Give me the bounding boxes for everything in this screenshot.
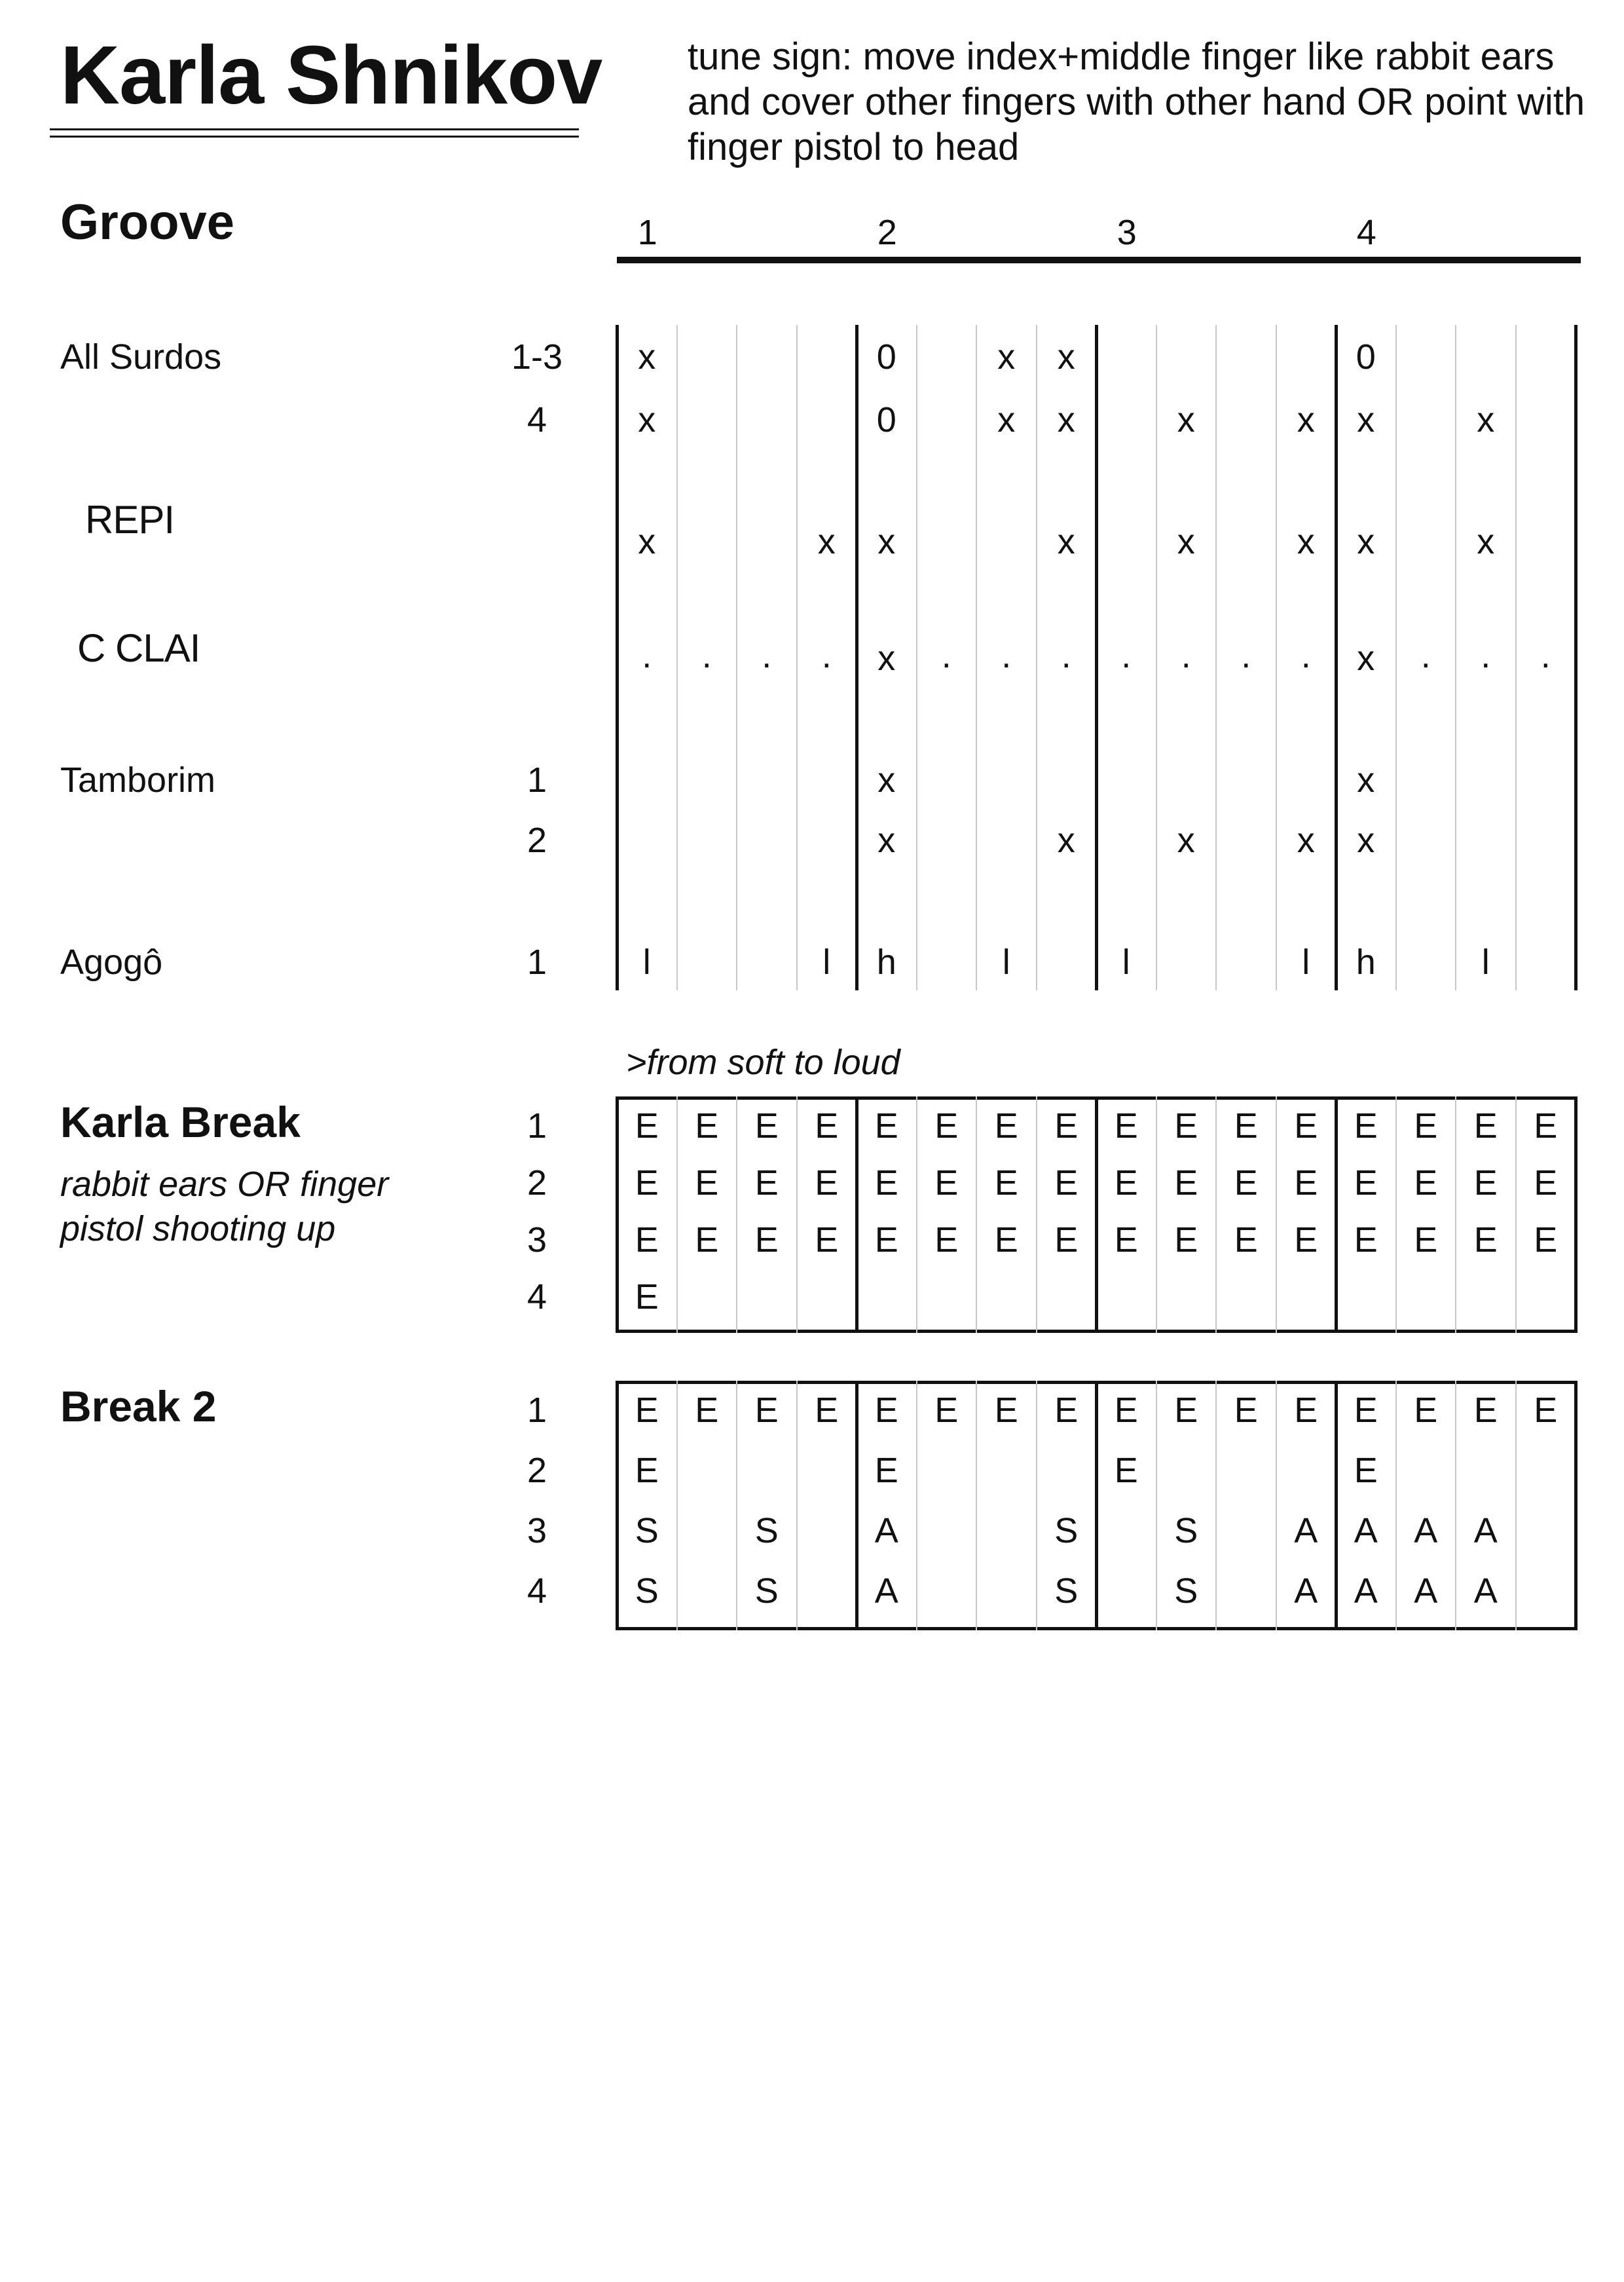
groove-cell: x <box>1297 400 1315 440</box>
break-2-cell: E <box>1414 1391 1438 1430</box>
beat-number: 1 <box>637 213 657 252</box>
break-2-cell: E <box>1234 1391 1258 1430</box>
row-label: 4 <box>526 400 547 440</box>
break-2-row-label: 2 <box>526 1451 547 1490</box>
beat-number: 4 <box>1356 213 1376 252</box>
karla-break-cell: E <box>635 1163 659 1203</box>
karla-break-cell: E <box>1414 1163 1438 1203</box>
break-2-cell: E <box>1114 1451 1138 1490</box>
karla-break-cell: E <box>874 1106 898 1146</box>
break-2-cell: S <box>1174 1511 1198 1550</box>
karla-break-cell: E <box>994 1163 1018 1203</box>
groove-cell: . <box>1121 636 1132 675</box>
groove-cell: x <box>1477 400 1495 440</box>
groove-cell: . <box>642 636 652 675</box>
karla-break-row-label: 3 <box>526 1220 547 1260</box>
karla-break-cell: E <box>695 1106 719 1146</box>
groove-cell: x <box>877 522 896 561</box>
groove-cell: . <box>701 636 712 675</box>
break-2-cell: E <box>1054 1391 1079 1430</box>
karla-break-cell: E <box>635 1220 659 1260</box>
karla-break-cell: E <box>1354 1220 1378 1260</box>
groove-cell: . <box>762 636 772 675</box>
break-2-cell: E <box>994 1391 1018 1430</box>
dynamics-note: >from soft to loud <box>626 1043 900 1082</box>
karla-break-cell: E <box>695 1163 719 1203</box>
break-2-heading: Break 2 <box>60 1382 217 1431</box>
karla-break-row-label: 2 <box>526 1163 547 1203</box>
break-2-cell: A <box>1294 1571 1318 1611</box>
instrument-label: Agogô <box>60 943 163 982</box>
karla-break-row-label: 4 <box>526 1277 547 1317</box>
karla-break-cell: E <box>934 1220 959 1260</box>
groove-heading: Groove <box>60 195 235 250</box>
break-2-cell: E <box>1354 1451 1378 1490</box>
karla-break-cell: E <box>994 1106 1018 1146</box>
karla-break-cell: E <box>1294 1220 1318 1260</box>
row-label: 1-3 <box>511 337 563 377</box>
karla-break-cell: E <box>1354 1163 1378 1203</box>
karla-break-cell: E <box>1414 1220 1438 1260</box>
groove-cell: 0 <box>1356 337 1376 377</box>
groove-cell: l <box>1122 943 1130 982</box>
beat-number: 2 <box>877 213 897 252</box>
groove-cell: h <box>1356 943 1376 982</box>
karla-break-cell: E <box>1473 1220 1498 1260</box>
break-2-cell: E <box>874 1391 898 1430</box>
groove-cell: . <box>1061 636 1071 675</box>
karla-break-cell: E <box>1534 1106 1558 1146</box>
karla-break-cell: E <box>994 1220 1018 1260</box>
groove-cell: x <box>1177 522 1195 561</box>
break-2-cell: E <box>1174 1391 1198 1430</box>
groove-cell: . <box>941 636 951 675</box>
groove-cell: x <box>1357 522 1375 561</box>
karla-break-cell: E <box>1054 1220 1079 1260</box>
groove-cell: x <box>877 639 896 678</box>
groove-cell: l <box>1481 943 1490 982</box>
karla-break-cell: E <box>815 1106 839 1146</box>
groove-cell: x <box>1357 760 1375 800</box>
title-underline-bottom <box>50 136 579 138</box>
break-2-cell: E <box>934 1391 959 1430</box>
groove-cell: . <box>1481 636 1491 675</box>
break-2-row-label: 4 <box>526 1571 547 1611</box>
groove-cell: . <box>1301 636 1311 675</box>
karla-break-cell: E <box>1174 1220 1198 1260</box>
groove-cell: x <box>1477 522 1495 561</box>
groove-cell: . <box>1241 636 1251 675</box>
karla-break-cell: E <box>1294 1163 1318 1203</box>
karla-break-cell: E <box>1174 1163 1198 1203</box>
groove-cell: x <box>997 337 1016 377</box>
break-2-cell: E <box>1114 1391 1138 1430</box>
break-2-cell: A <box>1414 1511 1438 1550</box>
break-2-cell: E <box>815 1391 839 1430</box>
karla-break-heading: Karla Break <box>60 1098 301 1146</box>
groove-cell: x <box>817 522 836 561</box>
karla-break-cell: E <box>695 1220 719 1260</box>
karla-break-cell: E <box>1414 1106 1438 1146</box>
groove-cell: l <box>1302 943 1310 982</box>
karla-break-cell: E <box>754 1220 779 1260</box>
break-2-cell: E <box>874 1451 898 1490</box>
groove-cell: 0 <box>876 400 896 440</box>
karla-break-cell: E <box>1473 1106 1498 1146</box>
groove-cell: x <box>1057 821 1075 860</box>
groove-cell: x <box>877 821 896 860</box>
instrument-label: C CLAI <box>77 626 200 670</box>
groove-cell: l <box>1002 943 1010 982</box>
groove-cell: l <box>822 943 831 982</box>
groove-cell: x <box>638 400 656 440</box>
break-2-cell: E <box>1294 1391 1318 1430</box>
groove-cell: l <box>642 943 651 982</box>
row-label: 1 <box>526 760 547 800</box>
groove-cell: x <box>1357 400 1375 440</box>
break-2-cell: S <box>754 1571 779 1611</box>
row-label: 1 <box>526 943 547 982</box>
karla-break-cell: E <box>1294 1106 1318 1146</box>
instrument-label: Tamborim <box>60 760 216 800</box>
karla-break-cell: E <box>635 1277 659 1317</box>
karla-break-cell: E <box>1054 1106 1079 1146</box>
groove-cell: x <box>1057 337 1075 377</box>
groove-cell: x <box>1357 639 1375 678</box>
groove-cell: x <box>1297 522 1315 561</box>
groove-cell: x <box>1057 522 1075 561</box>
break-2-cell: E <box>695 1391 719 1430</box>
groove-cell: x <box>638 337 656 377</box>
break-2-row-label: 3 <box>526 1511 547 1550</box>
karla-break-cell: E <box>754 1106 779 1146</box>
karla-break-cell: E <box>635 1106 659 1146</box>
karla-break-cell: E <box>754 1163 779 1203</box>
break-2-cell: S <box>1174 1571 1198 1611</box>
break-2-cell: E <box>1473 1391 1498 1430</box>
groove-cell: x <box>1057 400 1075 440</box>
groove-cell: . <box>821 636 832 675</box>
karla-break-row-label: 1 <box>526 1106 547 1146</box>
break-2-cell: E <box>1354 1391 1378 1430</box>
groove-cell: x <box>997 400 1016 440</box>
break-2-cell: S <box>635 1511 659 1550</box>
groove-cell: . <box>1540 636 1551 675</box>
karla-break-cell: E <box>1234 1220 1258 1260</box>
instrument-label: All Surdos <box>60 337 222 377</box>
groove-cell: x <box>1357 821 1375 860</box>
page-title: Karla Shnikov <box>60 29 602 121</box>
karla-break-cell: E <box>874 1220 898 1260</box>
groove-cell: 0 <box>876 337 896 377</box>
break-2-cell: A <box>1354 1571 1378 1611</box>
karla-break-cell: E <box>1534 1220 1558 1260</box>
karla-break-cell: E <box>1114 1106 1138 1146</box>
groove-cell: x <box>1297 821 1315 860</box>
groove-cell: x <box>1177 400 1195 440</box>
break-2-cell: S <box>1054 1511 1079 1550</box>
groove-cell: x <box>1177 821 1195 860</box>
karla-break-cell: E <box>1534 1163 1558 1203</box>
groove-cell: h <box>876 943 896 982</box>
karla-break-cell: E <box>934 1106 959 1146</box>
break-2-cell: A <box>1294 1511 1318 1550</box>
break-2-cell: S <box>1054 1571 1079 1611</box>
beat-number: 3 <box>1116 213 1137 252</box>
break-2-cell: E <box>635 1451 659 1490</box>
break-2-cell: E <box>754 1391 779 1430</box>
karla-break-cell: E <box>874 1163 898 1203</box>
break-2-cell: S <box>754 1511 779 1550</box>
karla-break-cell: E <box>1473 1163 1498 1203</box>
break-2-row-label: 1 <box>526 1391 547 1430</box>
break-2-cell: A <box>1354 1511 1378 1550</box>
break-2-cell: A <box>1473 1571 1498 1611</box>
break-2-cell: A <box>1414 1571 1438 1611</box>
break-2-cell: E <box>635 1391 659 1430</box>
karla-break-cell: E <box>1114 1220 1138 1260</box>
groove-cell: . <box>1181 636 1191 675</box>
karla-break-cell: E <box>1054 1163 1079 1203</box>
break-2-cell: A <box>874 1511 898 1550</box>
karla-break-cell: E <box>815 1163 839 1203</box>
karla-break-cell: E <box>1114 1163 1138 1203</box>
groove-cell: x <box>638 522 656 561</box>
karla-break-cell: E <box>934 1163 959 1203</box>
karla-break-cell: E <box>1234 1163 1258 1203</box>
karla-break-cell: E <box>815 1220 839 1260</box>
break-2-cell: A <box>1473 1511 1498 1550</box>
karla-break-cell: E <box>1234 1106 1258 1146</box>
row-label: 2 <box>526 821 547 860</box>
groove-cell: . <box>1420 636 1431 675</box>
groove-top-bar <box>617 257 1581 263</box>
break-2-cell: E <box>1534 1391 1558 1430</box>
instrument-label: REPI <box>85 498 175 542</box>
break-2-cell: A <box>874 1571 898 1611</box>
karla-break-cell: E <box>1354 1106 1378 1146</box>
karla-break-cell: E <box>1174 1106 1198 1146</box>
groove-cell: . <box>1001 636 1012 675</box>
tune-sign-description: tune sign: move index+middle finger like rabbit ears and cover other fingers with other hand OR point with finger pistol to head <box>688 35 1585 168</box>
break-2-cell: S <box>635 1571 659 1611</box>
title-underline-top <box>50 128 579 130</box>
groove-cell: x <box>877 760 896 800</box>
karla-break-sign-note: rabbit ears OR finger pistol shooting up <box>60 1165 389 1248</box>
